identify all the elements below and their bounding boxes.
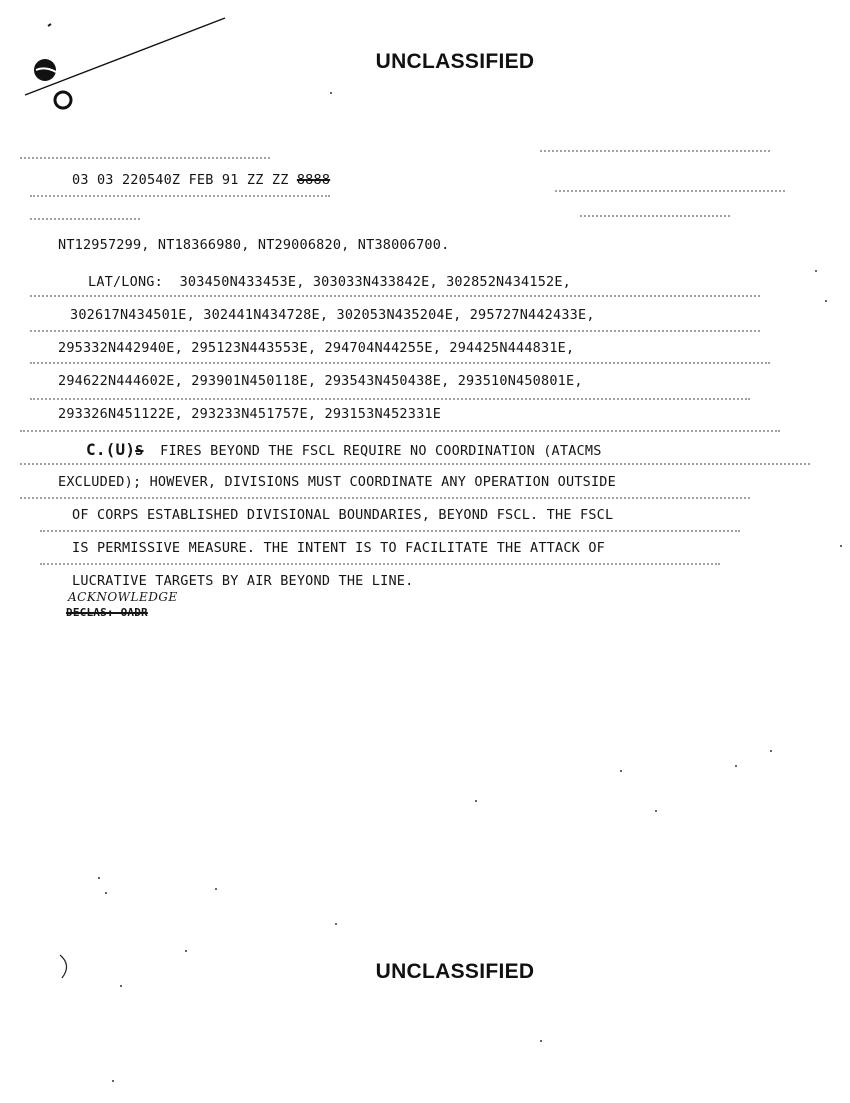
- body-line: EXCLUDED); HOWEVER, DIVISIONS MUST COORDINATE ANY OPERATION OUTSIDE: [58, 474, 616, 490]
- body-line: IS PERMISSIVE MEASURE. THE INTENT IS TO FACILITATE THE ATTACK OF: [72, 540, 605, 556]
- latlong-label: LAT/LONG:: [88, 274, 163, 290]
- paragraph-label: C.(U): [86, 440, 136, 459]
- body-line: OF CORPS ESTABLISHED DIVISIONAL BOUNDARIES, BEYOND FSCL. THE FSCL: [72, 507, 614, 523]
- struck-declas-line: DECLAS: OADR: [66, 606, 148, 619]
- coord-row: 295332N442940E, 295123N443553E, 294704N44255E, 294425N444831E,: [58, 340, 575, 356]
- body-line: FIRES BEYOND THE FSCL REQUIRE NO COORDINATION (ATACMS: [160, 443, 602, 459]
- punch-hole-ring-icon: [55, 92, 71, 108]
- coord-row: 302617N434501E, 302441N434728E, 302053N435204E, 295727N442433E,: [70, 307, 595, 323]
- message-header: [72, 172, 330, 188]
- handwritten-acknowledge: ACKNOWLEDGE: [68, 590, 178, 604]
- message-header-text: 03 03 220540Z FEB 91 ZZ ZZ: [72, 172, 289, 188]
- struck-header-code: 8888: [296, 172, 331, 188]
- body-line: LUCRATIVE TARGETS BY AIR BEYOND THE LINE.: [72, 573, 414, 589]
- grid-references: NT12957299, NT18366980, NT29006820, NT38006700.: [58, 237, 450, 253]
- coord-row: 293326N451122E, 293233N451757E, 293153N452331E: [58, 406, 442, 422]
- struck-classification-mark: S: [135, 443, 144, 459]
- coord-row: 294622N444602E, 293901N450118E, 293543N450438E, 293510N450801E,: [58, 373, 583, 389]
- classification-header: UNCLASSIFIED: [375, 50, 535, 73]
- paragraph-c-line-1: [86, 440, 602, 459]
- coord-row: 303450N433453E, 303033N433842E, 302852N434152E,: [179, 274, 572, 290]
- classification-footer: UNCLASSIFIED: [375, 960, 535, 983]
- latlong-line-1: [88, 274, 571, 290]
